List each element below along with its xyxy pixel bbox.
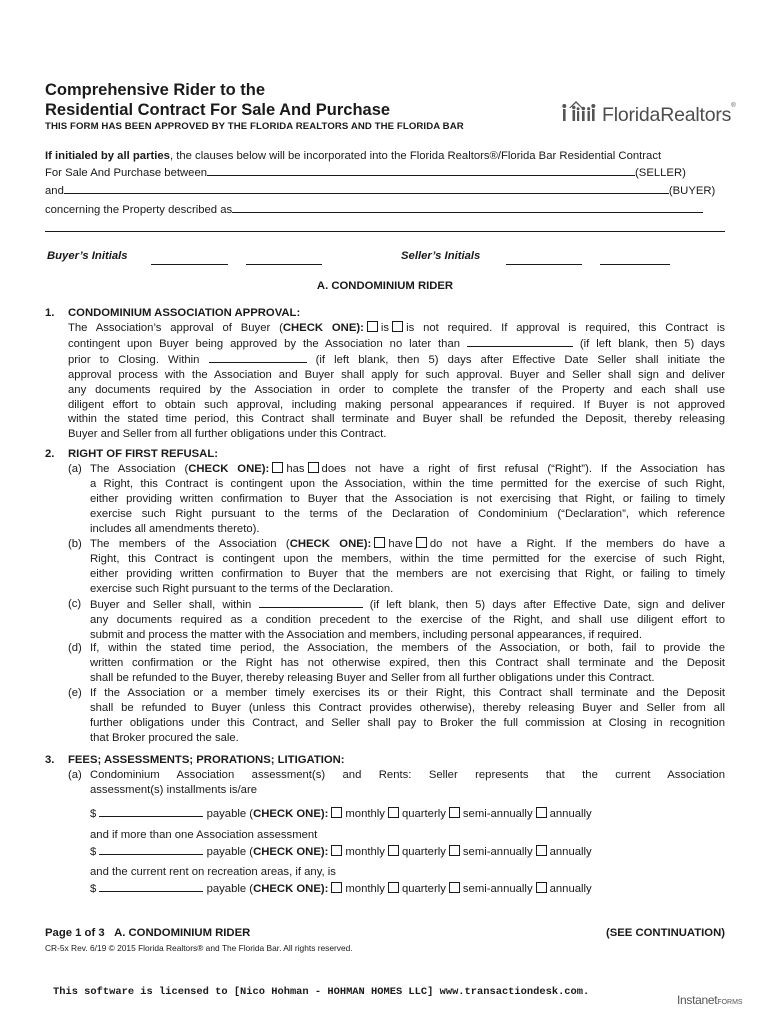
s1-body bbox=[68, 321, 725, 442]
see-continuation: (SEE CONTINUATION) bbox=[605, 927, 725, 939]
annually-label: annually bbox=[549, 883, 592, 895]
s2c-body bbox=[90, 597, 725, 643]
s2a-label: (a) bbox=[68, 463, 82, 475]
instanet-forms-logo bbox=[677, 993, 743, 1007]
row3-monthly-checkbox[interactable] bbox=[331, 882, 342, 893]
row2-monthly-checkbox[interactable] bbox=[331, 845, 342, 856]
florida-realtors-logo-text bbox=[602, 104, 735, 127]
s1-l2b: (if left blank, then 5) days bbox=[579, 337, 725, 350]
s1-line-6: diligent effort to obtain such approval, including making personal appearances if required. If Buyer is not approved bbox=[68, 398, 725, 411]
s1-l1b: ): bbox=[356, 322, 364, 334]
check-one-label: CHECK ONE): bbox=[253, 808, 329, 820]
buyer-label: (BUYER) bbox=[668, 185, 716, 197]
license-notice: This software is licensed to [Nico Hohman - HOHMAN HOMES LLC] www.transactiondesk.com. bbox=[53, 986, 590, 998]
rent-line-label: and the current rent on recreation areas, if any, is bbox=[90, 866, 336, 878]
s2e-line-3: further obligations under this Contract, and Seller shall pay to Broker the full commission at Closing in recognition bbox=[90, 716, 725, 729]
dollar-sign: $ bbox=[90, 846, 97, 858]
s2e-line-2: shall be refunded to Buyer (unless this Contract provides otherwise), thereby releasing Buyer and Seller from all bbox=[90, 701, 725, 714]
page-count: Page 1 of 3 bbox=[45, 927, 105, 939]
monthly-label: monthly bbox=[345, 808, 385, 820]
s3a-line-2: assessment(s) installments is/are bbox=[90, 783, 257, 796]
fee-row-3 bbox=[90, 881, 592, 895]
instanet-word: Instanet bbox=[677, 993, 718, 1007]
s2a-line-5: includes all amendments thereto). bbox=[90, 522, 260, 535]
s2-number: 2. bbox=[45, 448, 55, 460]
s2a-l1a: The Association ( bbox=[90, 463, 189, 475]
s1-opt-not: is not required. If approval is required, this Contract is bbox=[406, 322, 725, 334]
s2b-label: (b) bbox=[68, 538, 82, 550]
title-line-2: Residential Contract For Sale And Purchase bbox=[45, 101, 391, 119]
page-section: A. CONDOMINIUM RIDER bbox=[114, 927, 251, 939]
s2e-body bbox=[90, 686, 725, 746]
s2c-l1b: (if left blank, then 5) days after Effective Date, sign and deliver bbox=[369, 599, 725, 611]
row2-annually-checkbox[interactable] bbox=[536, 845, 547, 856]
s1-approval-required-checkbox[interactable] bbox=[367, 321, 378, 332]
monthly-label: monthly bbox=[345, 846, 385, 858]
s2b-line-1 bbox=[90, 537, 725, 552]
buyer-line bbox=[45, 182, 715, 199]
dollar-sign: $ bbox=[90, 883, 97, 895]
intro-line bbox=[45, 149, 661, 164]
payable-label: payable ( bbox=[206, 883, 254, 895]
property-line bbox=[45, 201, 703, 218]
form-title bbox=[45, 80, 390, 120]
s2b-have-checkbox[interactable] bbox=[374, 537, 385, 548]
buyer-initial-2-field[interactable] bbox=[246, 264, 322, 265]
monthly-label: monthly bbox=[345, 883, 385, 895]
annually-label: annually bbox=[549, 846, 592, 858]
forms-word: FORMS bbox=[717, 999, 743, 1006]
quarterly-label: quarterly bbox=[401, 808, 446, 820]
s2b-line-4: exercise such Right pursuant to the terms of the Declaration. bbox=[90, 582, 394, 595]
property-description-field-2[interactable] bbox=[45, 231, 725, 232]
semi-annually-label: semi-annually bbox=[462, 883, 533, 895]
s2a-has: has bbox=[286, 463, 305, 475]
s2c-l1a: Buyer and Seller shall, within bbox=[90, 599, 252, 611]
s2b-line-2: Right, this Contract is contingent upon the members, within the time permitted for the exercise of such Right, bbox=[90, 552, 725, 565]
s1-approval-not-required-checkbox[interactable] bbox=[392, 321, 403, 332]
section-title: A. CONDOMINIUM RIDER bbox=[316, 280, 454, 292]
intro-rest: , the clauses below will be incorporated into the Florida Realtors®/Florida Bar Residential Contract bbox=[169, 150, 662, 162]
s2b-l1c: do not have a Right. If the members do have a bbox=[429, 538, 725, 550]
s3a-label: (a) bbox=[68, 769, 82, 781]
s2-heading: RIGHT OF FIRST REFUSAL: bbox=[68, 448, 218, 460]
s2a-check-one: CHECK ONE bbox=[188, 463, 262, 475]
s2e-label: (e) bbox=[68, 687, 82, 699]
s1-l2a: contingent upon Buyer being approved by the Association no later than bbox=[68, 337, 461, 350]
s2d-line-3: shall be refunded to the Buyer, thereby releasing Buyer and Seller from all further obligations under this Contract. bbox=[90, 671, 655, 684]
row1-annually-checkbox[interactable] bbox=[536, 807, 547, 818]
s1-opt-is: is bbox=[380, 322, 390, 334]
s2b-l1a: The members of the Association ( bbox=[90, 538, 290, 550]
row1-semi-annually-checkbox[interactable] bbox=[449, 807, 460, 818]
s2b-do-not-have-checkbox[interactable] bbox=[416, 537, 427, 548]
rent-amount-field[interactable] bbox=[99, 881, 203, 892]
s1-line-5: any documents required by the Association in order to complete the transfer of the Property and each shall use bbox=[68, 383, 725, 396]
more-than-one-label: and if more than one Association assessment bbox=[90, 829, 318, 841]
s2a-line-4: exercise such Right pursuant to the terms of the Declaration of Condominium (“Declaration”, which reference bbox=[90, 507, 725, 520]
s1-line-8: Buyer and Seller from all further obligations under this Contract. bbox=[68, 428, 387, 441]
semi-annually-label: semi-annually bbox=[462, 808, 533, 820]
seller-initial-2-field[interactable] bbox=[600, 264, 670, 265]
s2b-line-3: either providing written confirmation to Buyer that the members are not exercising that Right, or failing to timely bbox=[90, 567, 725, 580]
s2d-body bbox=[90, 641, 725, 686]
s3-heading: FEES; ASSESSMENTS; PRORATIONS; LITIGATION: bbox=[68, 754, 345, 766]
property-description-field[interactable] bbox=[232, 201, 703, 213]
and-label: and bbox=[45, 185, 64, 197]
s3-number: 3. bbox=[45, 754, 55, 766]
semi-annually-label: semi-annually bbox=[462, 846, 533, 858]
check-one-label: CHECK ONE): bbox=[253, 883, 329, 895]
s1-approval-days-field[interactable] bbox=[467, 336, 573, 347]
sellers-initials-label: Seller’s Initials bbox=[401, 250, 481, 262]
buyer-name-field[interactable] bbox=[64, 182, 669, 194]
s2e-line-1: If the Association or a member timely exercises its or their Right, this Contract shall terminate and the Deposit bbox=[90, 687, 725, 699]
assessment-amount-2-field[interactable] bbox=[99, 844, 203, 855]
s2c-line-1 bbox=[90, 597, 725, 613]
row3-semi-annually-checkbox[interactable] bbox=[449, 882, 460, 893]
assessment-amount-1-field[interactable] bbox=[99, 806, 203, 817]
s2b-l1b: ): bbox=[363, 538, 372, 550]
s1-line-4: approval process with the Association and Buyer shall apply for such approval. Buyer and Seller shall sign and deliver bbox=[68, 368, 725, 381]
s2c-days-field[interactable] bbox=[259, 597, 363, 608]
s2d-label: (d) bbox=[68, 642, 82, 654]
s1-l3a: prior to Closing. Within bbox=[68, 353, 200, 366]
s2a-l1c: does not have a right of first refusal (“Right”). If the Association has bbox=[321, 463, 725, 475]
s1-check-one: CHECK ONE bbox=[282, 322, 357, 334]
check-one-label: CHECK ONE): bbox=[253, 846, 329, 858]
annually-label: annually bbox=[549, 808, 592, 820]
s2b-body bbox=[90, 537, 725, 597]
buyer-initial-1-field[interactable] bbox=[151, 264, 228, 265]
logo-registered-mark: ® bbox=[731, 103, 736, 109]
s2b-check-one: CHECK ONE bbox=[289, 538, 364, 550]
fee-row-1 bbox=[90, 806, 592, 820]
fee-row-2 bbox=[90, 844, 592, 858]
s2d-line-2: written confirmation or the Right has not otherwise expired, then this Contract shall terminate and the Deposit bbox=[90, 656, 725, 669]
dollar-sign: $ bbox=[90, 808, 97, 820]
s1-line-3 bbox=[68, 352, 725, 368]
row3-quarterly-checkbox[interactable] bbox=[388, 882, 399, 893]
s1-number: 1. bbox=[45, 307, 55, 319]
s1-line-2 bbox=[68, 336, 725, 352]
s2e-line-4: that Broker procured the sale. bbox=[90, 731, 239, 744]
s1-line-1 bbox=[68, 321, 725, 336]
s2c-line-2: any documents required as a condition precedent to the exercise of the Right, and shall use diligent effort to bbox=[90, 613, 725, 626]
logo-word-florida: Florida bbox=[602, 104, 661, 126]
seller-label: (SELLER) bbox=[635, 167, 686, 179]
s1-l1a: The Association’s approval of Buyer ( bbox=[68, 322, 283, 334]
payable-label: payable ( bbox=[206, 846, 254, 858]
seller-line bbox=[45, 164, 686, 181]
s3a-body bbox=[90, 768, 725, 798]
page-number bbox=[45, 927, 250, 939]
s2a-has-checkbox[interactable] bbox=[272, 462, 283, 473]
payable-label: payable ( bbox=[206, 808, 254, 820]
quarterly-label: quarterly bbox=[401, 846, 446, 858]
property-label: concerning the Property described as bbox=[45, 204, 233, 216]
row3-annually-checkbox[interactable] bbox=[536, 882, 547, 893]
row1-quarterly-checkbox[interactable] bbox=[388, 807, 399, 818]
s2a-does-not-have-checkbox[interactable] bbox=[308, 462, 319, 473]
logo-word-realtors: Realtors bbox=[660, 104, 732, 126]
s2d-line-1: If, within the stated time period, the Association, the members of the Association, or both, fail to provide the bbox=[90, 642, 725, 654]
seller-name-field[interactable] bbox=[207, 164, 635, 176]
buyers-initials-label: Buyer’s Initials bbox=[47, 250, 128, 262]
approval-notice: THIS FORM HAS BEEN APPROVED BY THE FLORIDA REALTORS AND THE FLORIDA BAR bbox=[45, 121, 464, 132]
s1-heading: CONDOMINIUM ASSOCIATION APPROVAL: bbox=[68, 307, 301, 319]
s2a-line-3: either providing written confirmation to Buyer that the Association is not exercising that Right, or failing to timely bbox=[90, 492, 725, 505]
quarterly-label: quarterly bbox=[401, 883, 446, 895]
copyright-notice: CR-5x Rev. 6/19 © 2015 Florida Realtors® and The Florida Bar. All rights reserved. bbox=[45, 943, 353, 953]
intro-lead: If initialed by all parties bbox=[45, 150, 170, 162]
row2-semi-annually-checkbox[interactable] bbox=[449, 845, 460, 856]
s3a-line-1: Condominium Association assessment(s) and Rents: Seller represents that the current Association bbox=[90, 769, 725, 781]
s2a-line-2: a Right, this Contract is contingent upon the Association, within the time permitted for the exercise of such Right, bbox=[90, 477, 725, 490]
s2a-l1b: ): bbox=[261, 463, 270, 475]
row2-quarterly-checkbox[interactable] bbox=[388, 845, 399, 856]
s2b-have: have bbox=[388, 538, 413, 550]
row1-monthly-checkbox[interactable] bbox=[331, 807, 342, 818]
s2a-body bbox=[90, 462, 725, 537]
s1-line-7: within the stated time period, this Contract shall terminate and Buyer shall be refunded the Deposit, thereby releasing bbox=[68, 413, 725, 426]
title-line-1: Comprehensive Rider to the bbox=[45, 81, 266, 99]
s1-l3b: (if left blank, then 5) days after Effective Date Seller shall initiate the bbox=[315, 353, 726, 366]
s2c-line-3: submit and process the matter with the Association and members, including personal appearances, if required. bbox=[90, 628, 642, 641]
s2a-line-1 bbox=[90, 462, 725, 477]
between-label: For Sale And Purchase between bbox=[45, 167, 208, 179]
s1-initiate-days-field[interactable] bbox=[209, 352, 307, 363]
s2c-label: (c) bbox=[68, 598, 82, 610]
seller-initial-1-field[interactable] bbox=[506, 264, 582, 265]
